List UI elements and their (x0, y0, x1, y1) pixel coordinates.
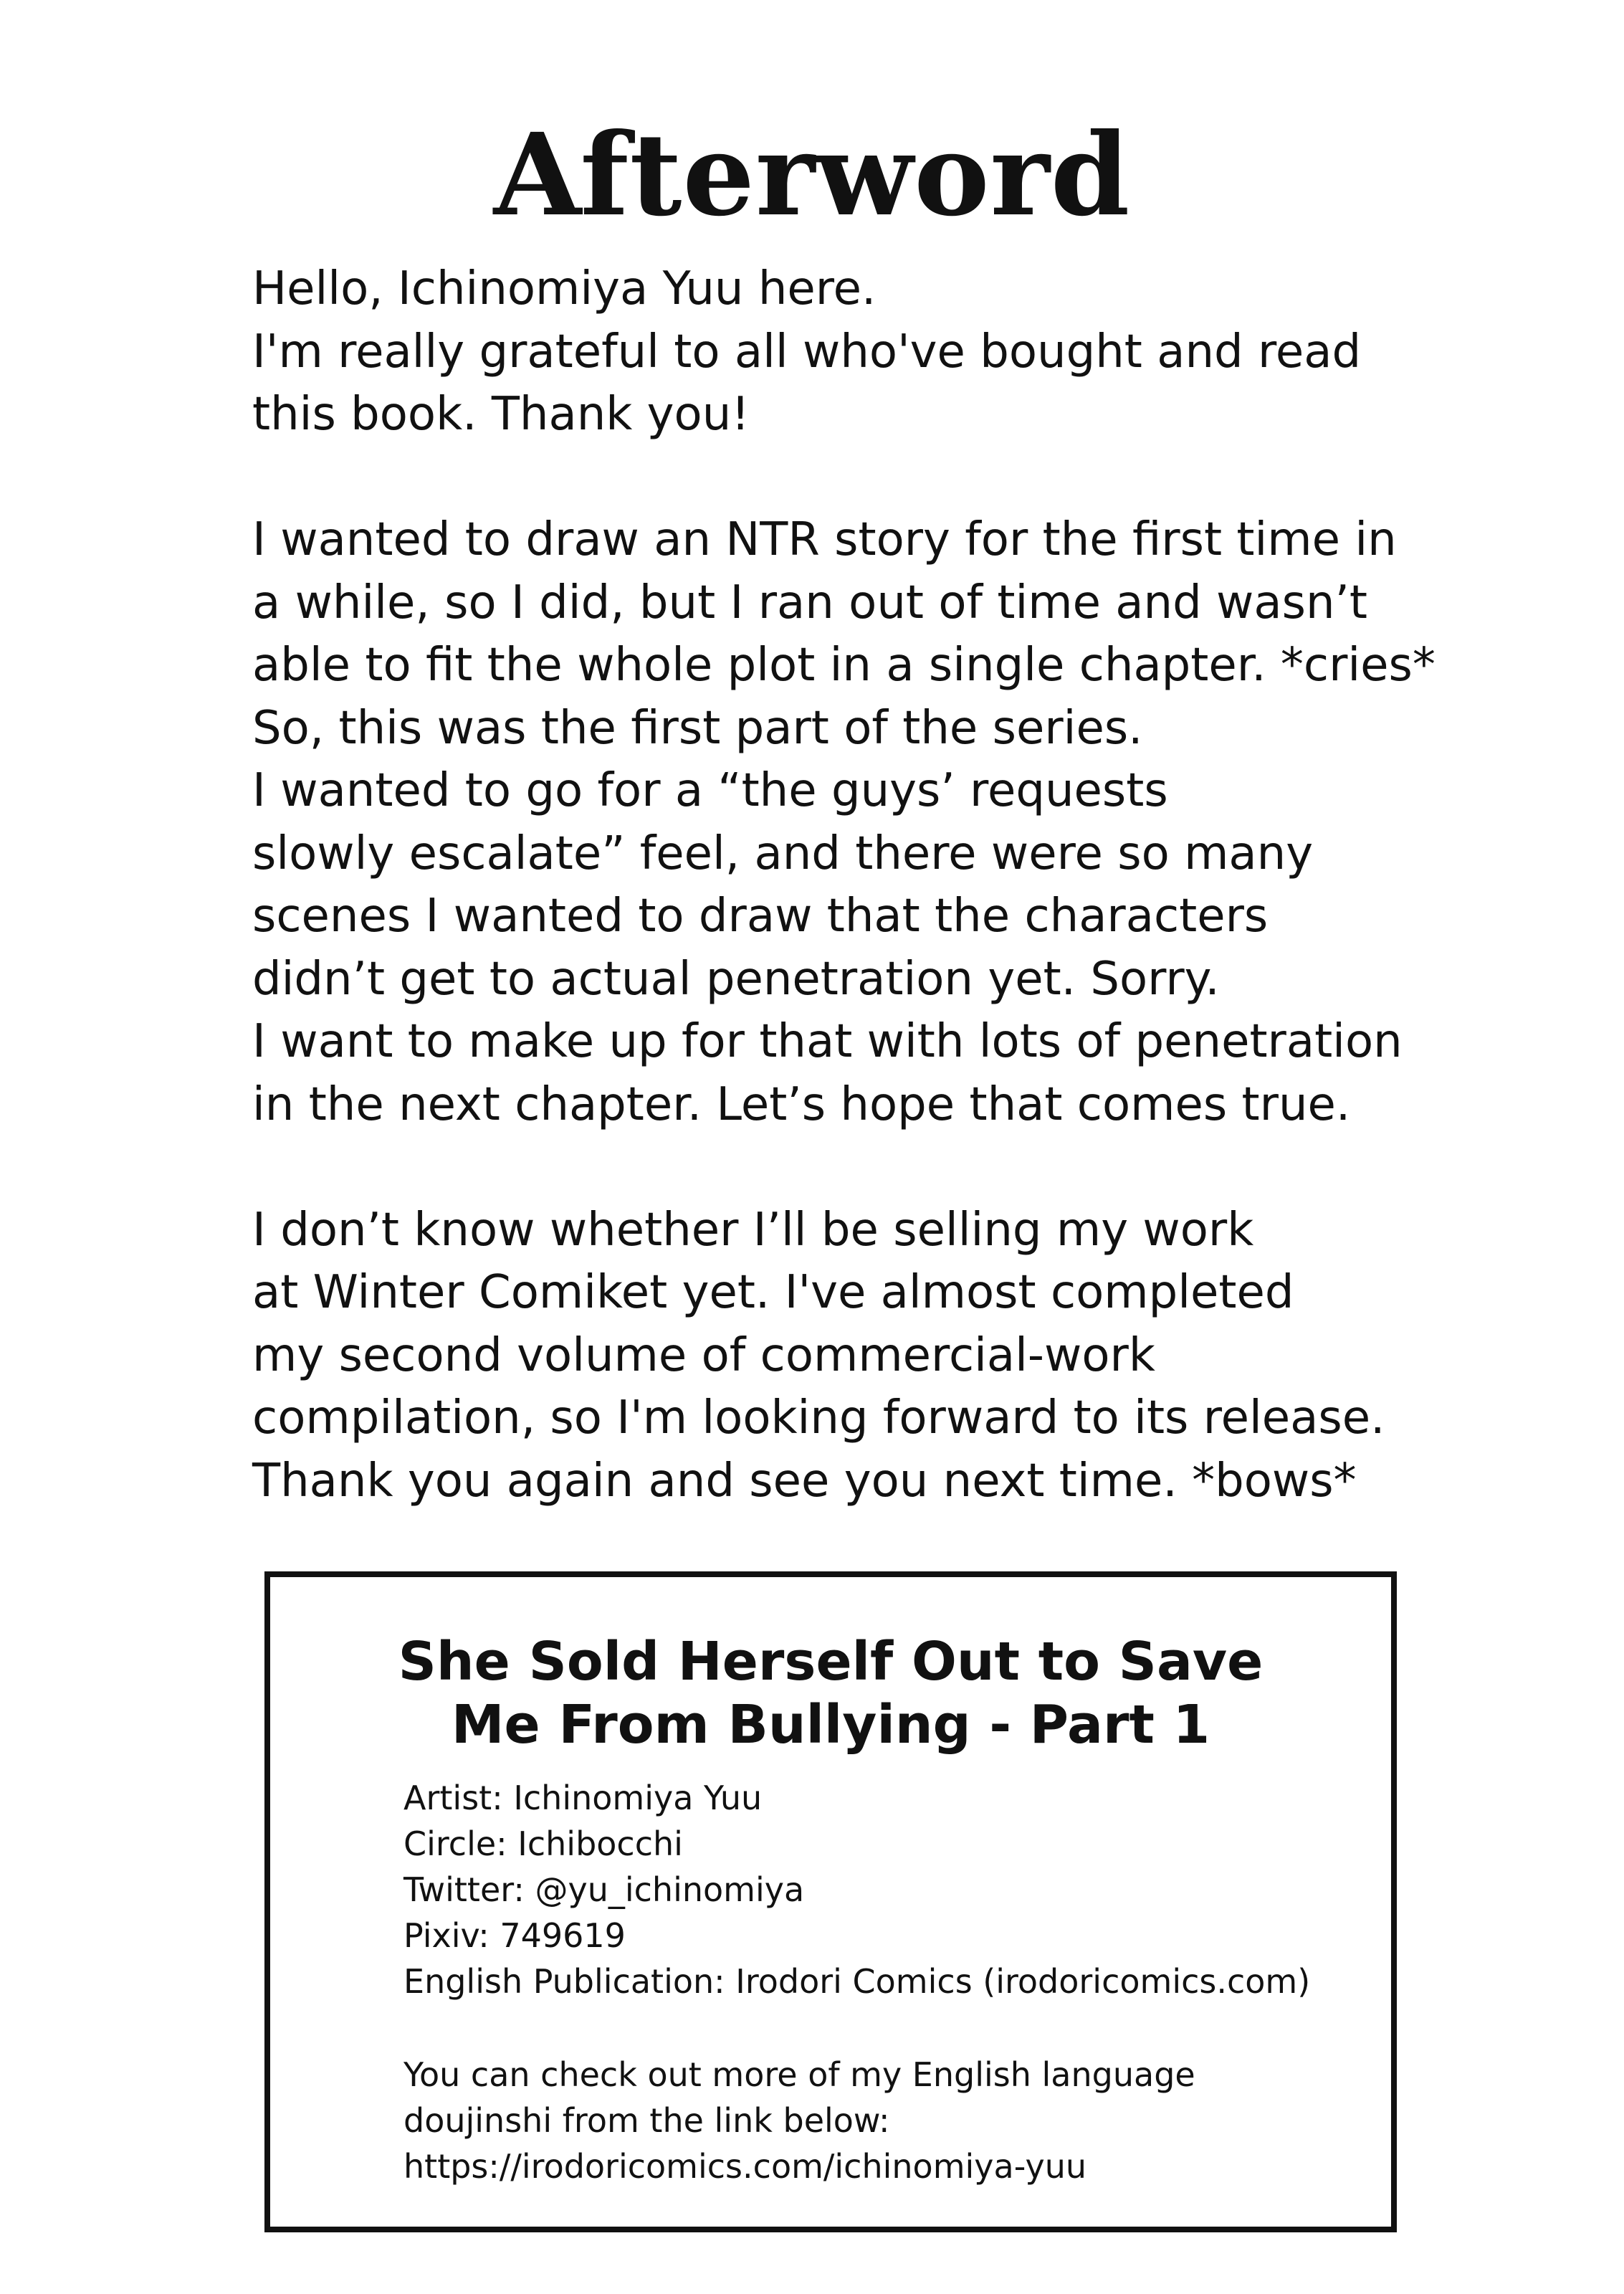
credits-info (403, 1775, 1310, 2189)
book-title-line-2: Me From Bullying - Part 1 (451, 1694, 1210, 1756)
paragraph-2-line-2: a while, so I did, but I ran out of time and wasn’t (252, 576, 1367, 629)
credits-gap (403, 2004, 1310, 2052)
book-title (270, 1630, 1391, 1756)
paragraph-3-line-5: Thank you again and see you next time. *bows* (252, 1454, 1357, 1508)
credits-box (264, 1571, 1397, 2232)
paragraph-2-line-3: able to fit the whole plot in a single chapter. *cries* (252, 639, 1436, 692)
artist-credit: Artist: Ichinomiya Yuu (403, 1779, 763, 1817)
paragraph-1-line-1: Hello, Ichinomiya Yuu here. (252, 262, 877, 315)
paragraph-3-line-2: at Winter Comiket yet. I've almost completed (252, 1266, 1294, 1319)
paragraph-2-line-1: I wanted to draw an NTR story for the first time in (252, 513, 1397, 566)
paragraph-gap (252, 1136, 1442, 1199)
afterword-text (252, 258, 1442, 1513)
circle-credit: Circle: Ichibocchi (403, 1824, 683, 1863)
paragraph-3-line-1: I don’t know whether I’ll be selling my work (252, 1203, 1254, 1257)
more-works-link: https://irodoricomics.com/ichinomiya-yuu (403, 2147, 1087, 2186)
paragraph-2-line-5: I wanted to go for a “the guys’ requests (252, 764, 1168, 817)
paragraph-3-line-3: my second volume of commercial-work (252, 1328, 1155, 1382)
paragraph-2-line-8: didn’t get to actual penetration yet. Sorry. (252, 952, 1220, 1006)
paragraph-2-line-7: scenes I wanted to draw that the characters (252, 890, 1269, 943)
more-works-line-2: doujinshi from the link below: (403, 2101, 890, 2140)
pixiv-credit: Pixiv: 749619 (403, 1916, 626, 1955)
paragraph-gap (252, 447, 1442, 510)
paragraph-3-line-4: compilation, so I'm looking forward to its release. (252, 1391, 1385, 1445)
paragraph-2-line-10: in the next chapter. Let’s hope that comes true. (252, 1077, 1351, 1131)
paragraph-2-line-4: So, this was the first part of the series. (252, 701, 1143, 755)
book-title-line-1: She Sold Herself Out to Save (398, 1631, 1264, 1693)
paragraph-2-line-6: slowly escalate” feel, and there were so many (252, 827, 1314, 880)
twitter-credit: Twitter: @yu_ichinomiya (403, 1870, 805, 1909)
paragraph-1-line-3: this book. Thank you! (252, 388, 750, 441)
publication-credit: English Publication: Irodori Comics (irodoricomics.com) (403, 1962, 1311, 2001)
paragraph-2-line-9: I want to make up for that with lots of penetration (252, 1015, 1403, 1068)
page-title: Afterword (493, 109, 1131, 242)
more-works-line-1: You can check out more of my English language (403, 2055, 1195, 2094)
paragraph-1-line-2: I'm really grateful to all who've bought and read (252, 325, 1362, 379)
